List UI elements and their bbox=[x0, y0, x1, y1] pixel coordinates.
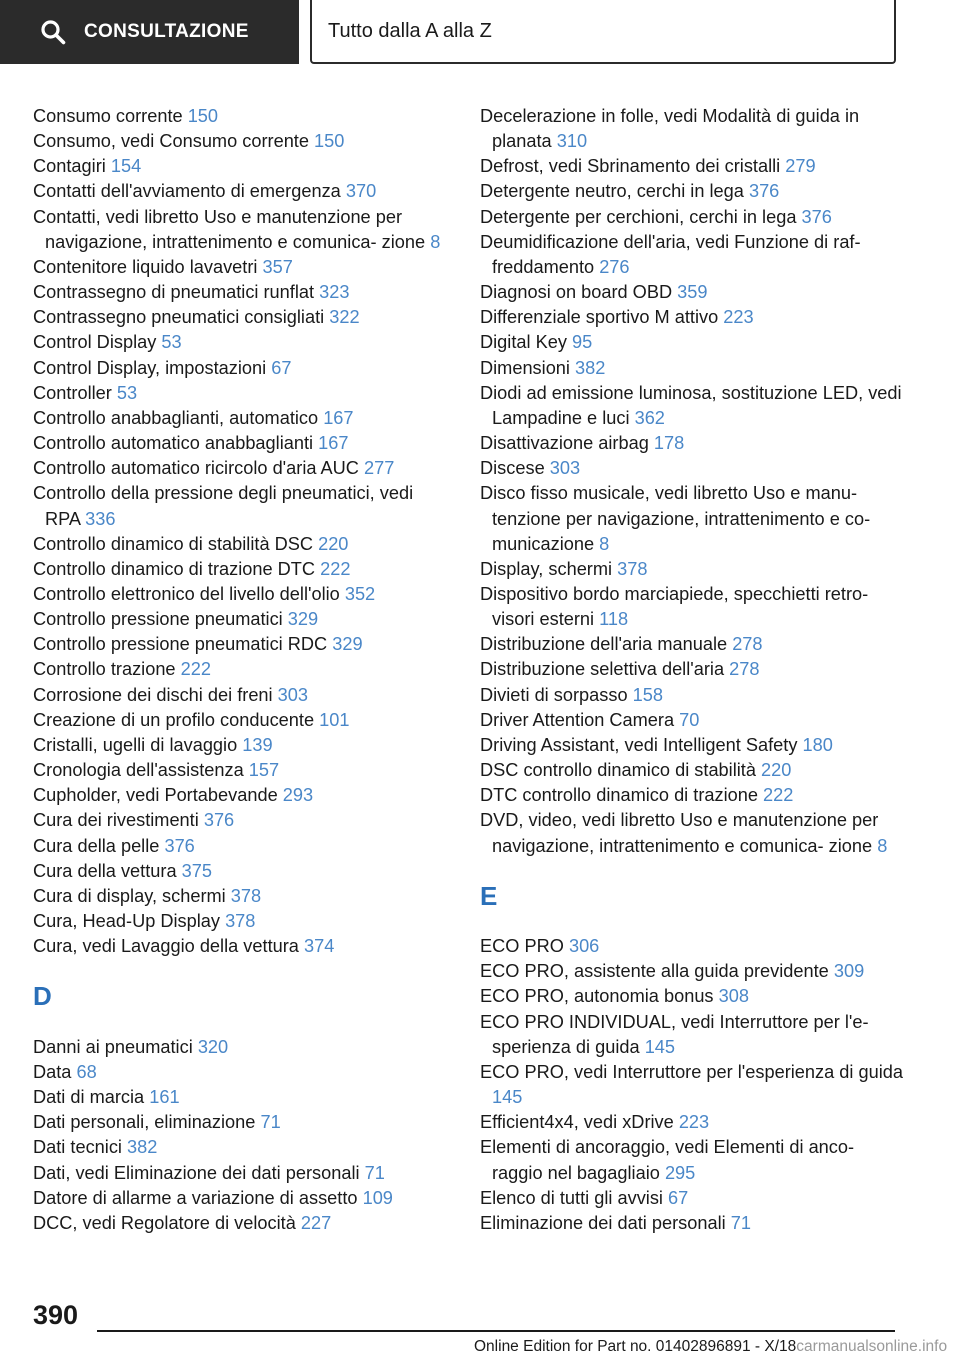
page-reference-link[interactable]: 222 bbox=[320, 558, 351, 579]
entry-text: Diodi ad emissione luminosa, sostituzione LED, vedi Lampadine e luci bbox=[480, 382, 902, 428]
page-reference-link[interactable]: 293 bbox=[282, 785, 314, 806]
page-reference-link[interactable]: 352 bbox=[344, 583, 376, 604]
index-entry bbox=[480, 758, 905, 783]
index-entry bbox=[480, 230, 905, 280]
entry-text: Controllo automatico anabbaglianti bbox=[33, 433, 314, 454]
page-reference-link[interactable]: 310 bbox=[556, 131, 588, 152]
page-reference-link[interactable]: 306 bbox=[568, 936, 600, 957]
page-reference-link[interactable]: 8 bbox=[599, 533, 610, 554]
entry-text: Contrassegno pneumatici consigliati bbox=[33, 307, 325, 328]
entry-text: Cura dei rivestimenti bbox=[33, 810, 199, 831]
entry-text: Dimensioni bbox=[480, 357, 570, 378]
page-reference-link[interactable]: 329 bbox=[287, 609, 319, 630]
index-entry bbox=[33, 280, 448, 305]
entry-text: Datore di allarme a variazione di assetto bbox=[33, 1187, 358, 1208]
index-entry bbox=[33, 456, 448, 481]
entry-text: Controller bbox=[33, 382, 112, 403]
index-entry bbox=[33, 1085, 448, 1110]
index-entry bbox=[33, 330, 448, 355]
entry-text: Cura della vettura bbox=[33, 860, 177, 881]
page-reference-link[interactable]: 378 bbox=[617, 558, 648, 579]
page-reference-link[interactable]: 375 bbox=[181, 860, 212, 881]
entry-text: Display, schermi bbox=[480, 558, 613, 579]
index-entry bbox=[480, 104, 905, 154]
index-entry bbox=[33, 305, 448, 330]
section-label: CONSULTAZIONE bbox=[84, 21, 249, 42]
index-entry bbox=[33, 481, 448, 531]
index-entry bbox=[480, 632, 905, 657]
entry-text: DTC controllo dinamico di trazione bbox=[480, 785, 758, 806]
index-entry bbox=[33, 1186, 448, 1211]
index-entry bbox=[33, 406, 448, 431]
entry-text: Divieti di sorpasso bbox=[480, 684, 628, 705]
page-reference-link[interactable]: 362 bbox=[634, 407, 665, 428]
entry-text: Data bbox=[33, 1061, 72, 1082]
page-reference-link[interactable]: 370 bbox=[345, 181, 377, 202]
footer-rule bbox=[97, 1330, 895, 1332]
index-entry bbox=[33, 154, 448, 179]
index-entry bbox=[480, 330, 905, 355]
index-entry bbox=[33, 884, 448, 909]
index-entry bbox=[33, 129, 448, 154]
page-reference-link[interactable]: 220 bbox=[761, 760, 792, 781]
entry-text: Contatti dell'avviamento di emergenza bbox=[33, 181, 341, 202]
entry-text: Contagiri bbox=[33, 156, 106, 177]
page-reference-link[interactable]: 376 bbox=[164, 835, 195, 856]
page-number: 390 bbox=[33, 1300, 79, 1330]
page-reference-link[interactable]: 67 bbox=[271, 357, 292, 378]
index-entry bbox=[33, 909, 448, 934]
index-entry bbox=[480, 154, 905, 179]
page-reference-link[interactable]: 150 bbox=[187, 106, 219, 126]
entry-text: Cristalli, ugelli di lavaggio bbox=[33, 734, 238, 755]
page-reference-link[interactable]: 222 bbox=[763, 785, 794, 806]
page-reference-link[interactable]: 68 bbox=[76, 1061, 97, 1082]
index-entry bbox=[480, 280, 905, 305]
entry-text: Dati tecnici bbox=[33, 1137, 122, 1158]
index-letter-heading: D bbox=[33, 981, 52, 1012]
search-icon bbox=[40, 19, 66, 45]
entry-text: Contenitore liquido lavavetri bbox=[33, 256, 258, 277]
entry-text: Eliminazione dei dati personali bbox=[480, 1212, 726, 1233]
entry-text: Elementi di ancoraggio, vedi Elementi di anco‐ raggio nel bagagliaio bbox=[480, 1137, 855, 1183]
index-entry bbox=[480, 205, 905, 230]
entry-text: Contatti, vedi libretto Uso e manutenzione per navigazione, intrattenimento e comunica‐ zione bbox=[33, 206, 426, 252]
chapter-title-tab[interactable] bbox=[310, 0, 896, 64]
entry-text: ECO PRO, autonomia bonus bbox=[480, 986, 714, 1007]
index-entry bbox=[480, 1135, 905, 1185]
index-entry bbox=[33, 758, 448, 783]
index-entry bbox=[480, 456, 905, 481]
index-entry bbox=[33, 607, 448, 632]
entry-text: Consumo corrente bbox=[33, 106, 183, 126]
page-reference-link[interactable]: 167 bbox=[318, 433, 349, 454]
entry-text: Cura di display, schermi bbox=[33, 885, 226, 906]
page-reference-link[interactable]: 382 bbox=[127, 1137, 158, 1158]
page-reference-link[interactable]: 154 bbox=[110, 156, 142, 177]
entry-text: DSC controllo dinamico di stabilità bbox=[480, 760, 756, 781]
index-entry bbox=[33, 179, 448, 204]
index-entry bbox=[33, 783, 448, 808]
watermark-text: carmanualsonline.info bbox=[796, 1338, 948, 1355]
page-reference-link[interactable]: 139 bbox=[242, 734, 273, 755]
page-reference-link[interactable]: 53 bbox=[161, 332, 182, 353]
page-reference-link[interactable]: 374 bbox=[303, 936, 335, 957]
entry-text: ECO PRO INDIVIDUAL, vedi Interruttore per l'e‐ sperienza di guida bbox=[480, 1011, 869, 1057]
entry-text: Digital Key bbox=[480, 332, 567, 353]
index-entry bbox=[480, 934, 905, 959]
index-entry bbox=[33, 104, 448, 129]
page-reference-link[interactable]: 157 bbox=[248, 760, 280, 781]
entry-text: Controllo della pressione degli pneumatici, vedi RPA bbox=[33, 483, 414, 529]
page-reference-link[interactable]: 359 bbox=[677, 282, 708, 303]
index-entry bbox=[33, 859, 448, 884]
index-entry bbox=[480, 381, 905, 431]
index-entry bbox=[480, 1010, 905, 1060]
page-reference-link[interactable]: 109 bbox=[362, 1187, 393, 1208]
page-reference-link[interactable]: 223 bbox=[678, 1112, 710, 1133]
entry-text: ECO PRO, assistente alla guida previdente bbox=[480, 961, 829, 982]
entry-text: Dispositivo bordo marciapiede, specchietti retro‐ visori esterni bbox=[480, 583, 869, 630]
page-reference-link[interactable]: 278 bbox=[732, 634, 763, 655]
index-entry bbox=[33, 632, 448, 657]
entry-text: ECO PRO bbox=[480, 936, 564, 957]
entry-text: Driver Attention Camera bbox=[480, 709, 675, 730]
page-reference-link[interactable]: 145 bbox=[644, 1036, 676, 1057]
index-entry bbox=[480, 179, 905, 204]
index-entry bbox=[480, 431, 905, 456]
index-entry bbox=[33, 1211, 448, 1236]
index-entry bbox=[480, 305, 905, 330]
entry-text: Danni ai pneumatici bbox=[33, 1036, 193, 1057]
index-entry bbox=[33, 205, 448, 255]
consultazione-tab[interactable] bbox=[0, 0, 299, 64]
index-entry bbox=[33, 582, 448, 607]
index-entry bbox=[480, 356, 905, 381]
page-reference-link[interactable]: 67 bbox=[668, 1187, 689, 1208]
index-column-right bbox=[480, 104, 905, 1236]
index-entry bbox=[33, 431, 448, 456]
index-entry bbox=[480, 708, 905, 733]
index-entry bbox=[480, 783, 905, 808]
entry-text: Defrost, vedi Sbrinamento dei cristalli bbox=[480, 156, 781, 177]
page-reference-link[interactable]: 376 bbox=[748, 181, 780, 202]
page-reference-link[interactable]: 167 bbox=[323, 407, 354, 428]
index-entry bbox=[33, 557, 448, 582]
entry-text: Controllo automatico ricircolo d'aria AUC bbox=[33, 458, 359, 479]
index-entry bbox=[33, 834, 448, 859]
page-header bbox=[0, 0, 960, 66]
index-entry bbox=[33, 255, 448, 280]
page-reference-link[interactable]: 322 bbox=[329, 307, 360, 328]
entry-text: DCC, vedi Regolatore di velocità bbox=[33, 1212, 296, 1233]
page-reference-link[interactable]: 118 bbox=[599, 609, 629, 630]
page-reference-link[interactable]: 53 bbox=[116, 382, 138, 403]
page-reference-link[interactable]: 277 bbox=[364, 458, 395, 479]
entry-text: Consumo, vedi Consumo corrente bbox=[33, 131, 309, 152]
entry-text: Diagnosi on board OBD bbox=[480, 282, 673, 303]
page-reference-link[interactable]: 357 bbox=[262, 256, 293, 277]
page-reference-link[interactable]: 227 bbox=[300, 1212, 332, 1233]
entry-text: Controllo anabbaglianti, automatico bbox=[33, 407, 319, 428]
entry-text: Driving Assistant, vedi Intelligent Safety bbox=[480, 734, 798, 755]
page-reference-link[interactable]: 223 bbox=[723, 307, 754, 328]
index-entry bbox=[33, 356, 448, 381]
entry-text: Detergente neutro, cerchi in lega bbox=[480, 181, 744, 202]
index-entry bbox=[33, 808, 448, 833]
page-reference-link[interactable]: 180 bbox=[802, 734, 833, 755]
page-reference-link[interactable]: 382 bbox=[575, 357, 606, 378]
index-entry bbox=[33, 532, 448, 557]
index-entry bbox=[33, 1110, 448, 1135]
page-reference-link[interactable]: 303 bbox=[549, 458, 581, 479]
index-entry bbox=[480, 657, 905, 682]
page-reference-link[interactable]: 222 bbox=[180, 659, 211, 680]
entry-text: Controllo pressione pneumatici bbox=[33, 609, 283, 630]
page-reference-link[interactable]: 158 bbox=[632, 684, 663, 705]
index-entry bbox=[480, 582, 905, 632]
entry-text: Efficient4x4, vedi xDrive bbox=[480, 1112, 674, 1133]
index-column-left bbox=[33, 104, 448, 1236]
entry-text: Dati di marcia bbox=[33, 1087, 145, 1108]
page-reference-link[interactable]: 279 bbox=[785, 156, 816, 177]
index-entry bbox=[480, 733, 905, 758]
page-reference-link[interactable]: 101 bbox=[319, 709, 350, 730]
entry-text: Disattivazione airbag bbox=[480, 433, 649, 454]
index-entry bbox=[33, 934, 448, 959]
footer-edition-line bbox=[474, 1338, 947, 1356]
entry-text: Cura, Head-Up Display bbox=[33, 911, 220, 931]
page-reference-link[interactable]: 70 bbox=[679, 709, 700, 730]
page-reference-link[interactable]: 95 bbox=[572, 332, 593, 353]
index-entry bbox=[33, 657, 448, 682]
index-entry bbox=[480, 1060, 905, 1110]
page-reference-link[interactable]: 276 bbox=[599, 256, 630, 277]
page-reference-link[interactable]: 295 bbox=[664, 1162, 696, 1183]
entry-text: Creazione di un profilo conducente bbox=[33, 709, 315, 730]
index-entry bbox=[33, 1135, 448, 1160]
entry-text: Control Display bbox=[33, 332, 157, 353]
entry-text: Differenziale sportivo M attivo bbox=[480, 307, 719, 328]
entry-text: Controllo dinamico di trazione DTC bbox=[33, 558, 316, 579]
page-reference-link[interactable]: 303 bbox=[277, 684, 309, 705]
index-entry bbox=[33, 381, 448, 406]
page-reference-link[interactable]: 150 bbox=[314, 131, 345, 152]
chapter-title: Tutto dalla A alla Z bbox=[328, 19, 492, 42]
index-entry bbox=[33, 1060, 448, 1085]
entry-text: Decelerazione in folle, vedi Modalità di guida in planata bbox=[480, 106, 860, 152]
page-reference-link[interactable]: 320 bbox=[197, 1036, 229, 1057]
page-reference-link[interactable]: 178 bbox=[653, 433, 685, 454]
page-reference-link[interactable]: 71 bbox=[260, 1112, 281, 1133]
entry-text: Dati personali, eliminazione bbox=[33, 1112, 256, 1133]
index-entry bbox=[480, 984, 905, 1009]
index-entry bbox=[33, 683, 448, 708]
index-letter-heading: E bbox=[480, 880, 498, 911]
index-entry bbox=[480, 683, 905, 708]
index-entry bbox=[480, 1110, 905, 1135]
entry-text: Deumidificazione dell'aria, vedi Funzione di raf‐ freddamento bbox=[480, 231, 861, 277]
entry-text: Cupholder, vedi Portabevande bbox=[33, 785, 278, 806]
index-entry bbox=[33, 1035, 448, 1060]
entry-text: Controllo pressione pneumatici RDC bbox=[33, 634, 328, 655]
index-entry bbox=[480, 959, 905, 984]
page-reference-link[interactable]: 378 bbox=[230, 885, 262, 906]
entry-text: Control Display, impostazioni bbox=[33, 357, 267, 378]
entry-text: Cura, vedi Lavaggio della vettura bbox=[33, 936, 299, 957]
page-reference-link[interactable]: 278 bbox=[729, 659, 760, 680]
entry-text: Dati, vedi Eliminazione dei dati personali bbox=[33, 1162, 360, 1183]
index-entry bbox=[480, 557, 905, 582]
entry-text: Elenco di tutti gli avvisi bbox=[480, 1187, 663, 1208]
page-reference-link[interactable]: 308 bbox=[718, 986, 749, 1007]
entry-text: Distribuzione dell'aria manuale bbox=[480, 634, 728, 655]
entry-text: ECO PRO, vedi Interruttore per l'esperienza di guida bbox=[480, 1061, 904, 1082]
page-reference-link[interactable]: 323 bbox=[319, 282, 350, 303]
edition-text: Online Edition for Part no. 01402896891 - X/18 bbox=[474, 1338, 797, 1355]
entry-text: Controllo elettronico del livello dell'olio bbox=[33, 583, 340, 604]
entry-text: Cronologia dell'assistenza bbox=[33, 760, 244, 781]
page-reference-link[interactable]: 71 bbox=[364, 1162, 385, 1183]
page-reference-link[interactable]: 309 bbox=[833, 961, 865, 982]
index-entry bbox=[480, 808, 905, 858]
page-reference-link[interactable]: 220 bbox=[318, 533, 349, 554]
index-entry bbox=[33, 733, 448, 758]
entry-text: Controllo dinamico di stabilità DSC bbox=[33, 533, 314, 554]
entry-text: Detergente per cerchioni, cerchi in lega bbox=[480, 206, 797, 227]
index-entry bbox=[480, 481, 905, 556]
page-reference-link[interactable]: 336 bbox=[85, 508, 116, 529]
page-reference-link[interactable]: 8 bbox=[877, 835, 888, 856]
entry-text: Corrosione dei dischi dei freni bbox=[33, 684, 273, 705]
entry-text: Contrassegno di pneumatici runflat bbox=[33, 282, 315, 303]
page-reference-link[interactable]: 71 bbox=[730, 1212, 751, 1233]
page-reference-link[interactable]: 329 bbox=[332, 634, 363, 655]
entry-text: Distribuzione selettiva dell'aria bbox=[480, 659, 725, 680]
page-reference-link[interactable]: 376 bbox=[203, 810, 235, 831]
index-entry bbox=[480, 1211, 905, 1236]
page-reference-link[interactable]: 378 bbox=[225, 911, 256, 931]
entry-text: Discese bbox=[480, 458, 545, 479]
index-entry bbox=[33, 1161, 448, 1186]
entry-text: Controllo trazione bbox=[33, 659, 176, 680]
index-entry bbox=[480, 1186, 905, 1211]
page-reference-link[interactable]: 8 bbox=[430, 231, 441, 252]
entry-text: Disco fisso musicale, vedi libretto Uso e manu‐ tenzione per navigazione, intrattenimento e co‐ municazione bbox=[480, 483, 871, 554]
entry-text: DVD, video, vedi libretto Uso e manutenzione per navigazione, intrattenimento e comunica‐ zione bbox=[480, 810, 879, 856]
index-entry bbox=[33, 708, 448, 733]
page-reference-link[interactable]: 161 bbox=[149, 1087, 180, 1108]
page-reference-link[interactable]: 376 bbox=[801, 206, 832, 227]
page-reference-link[interactable]: 145 bbox=[492, 1087, 523, 1108]
entry-text: Cura della pelle bbox=[33, 835, 160, 856]
